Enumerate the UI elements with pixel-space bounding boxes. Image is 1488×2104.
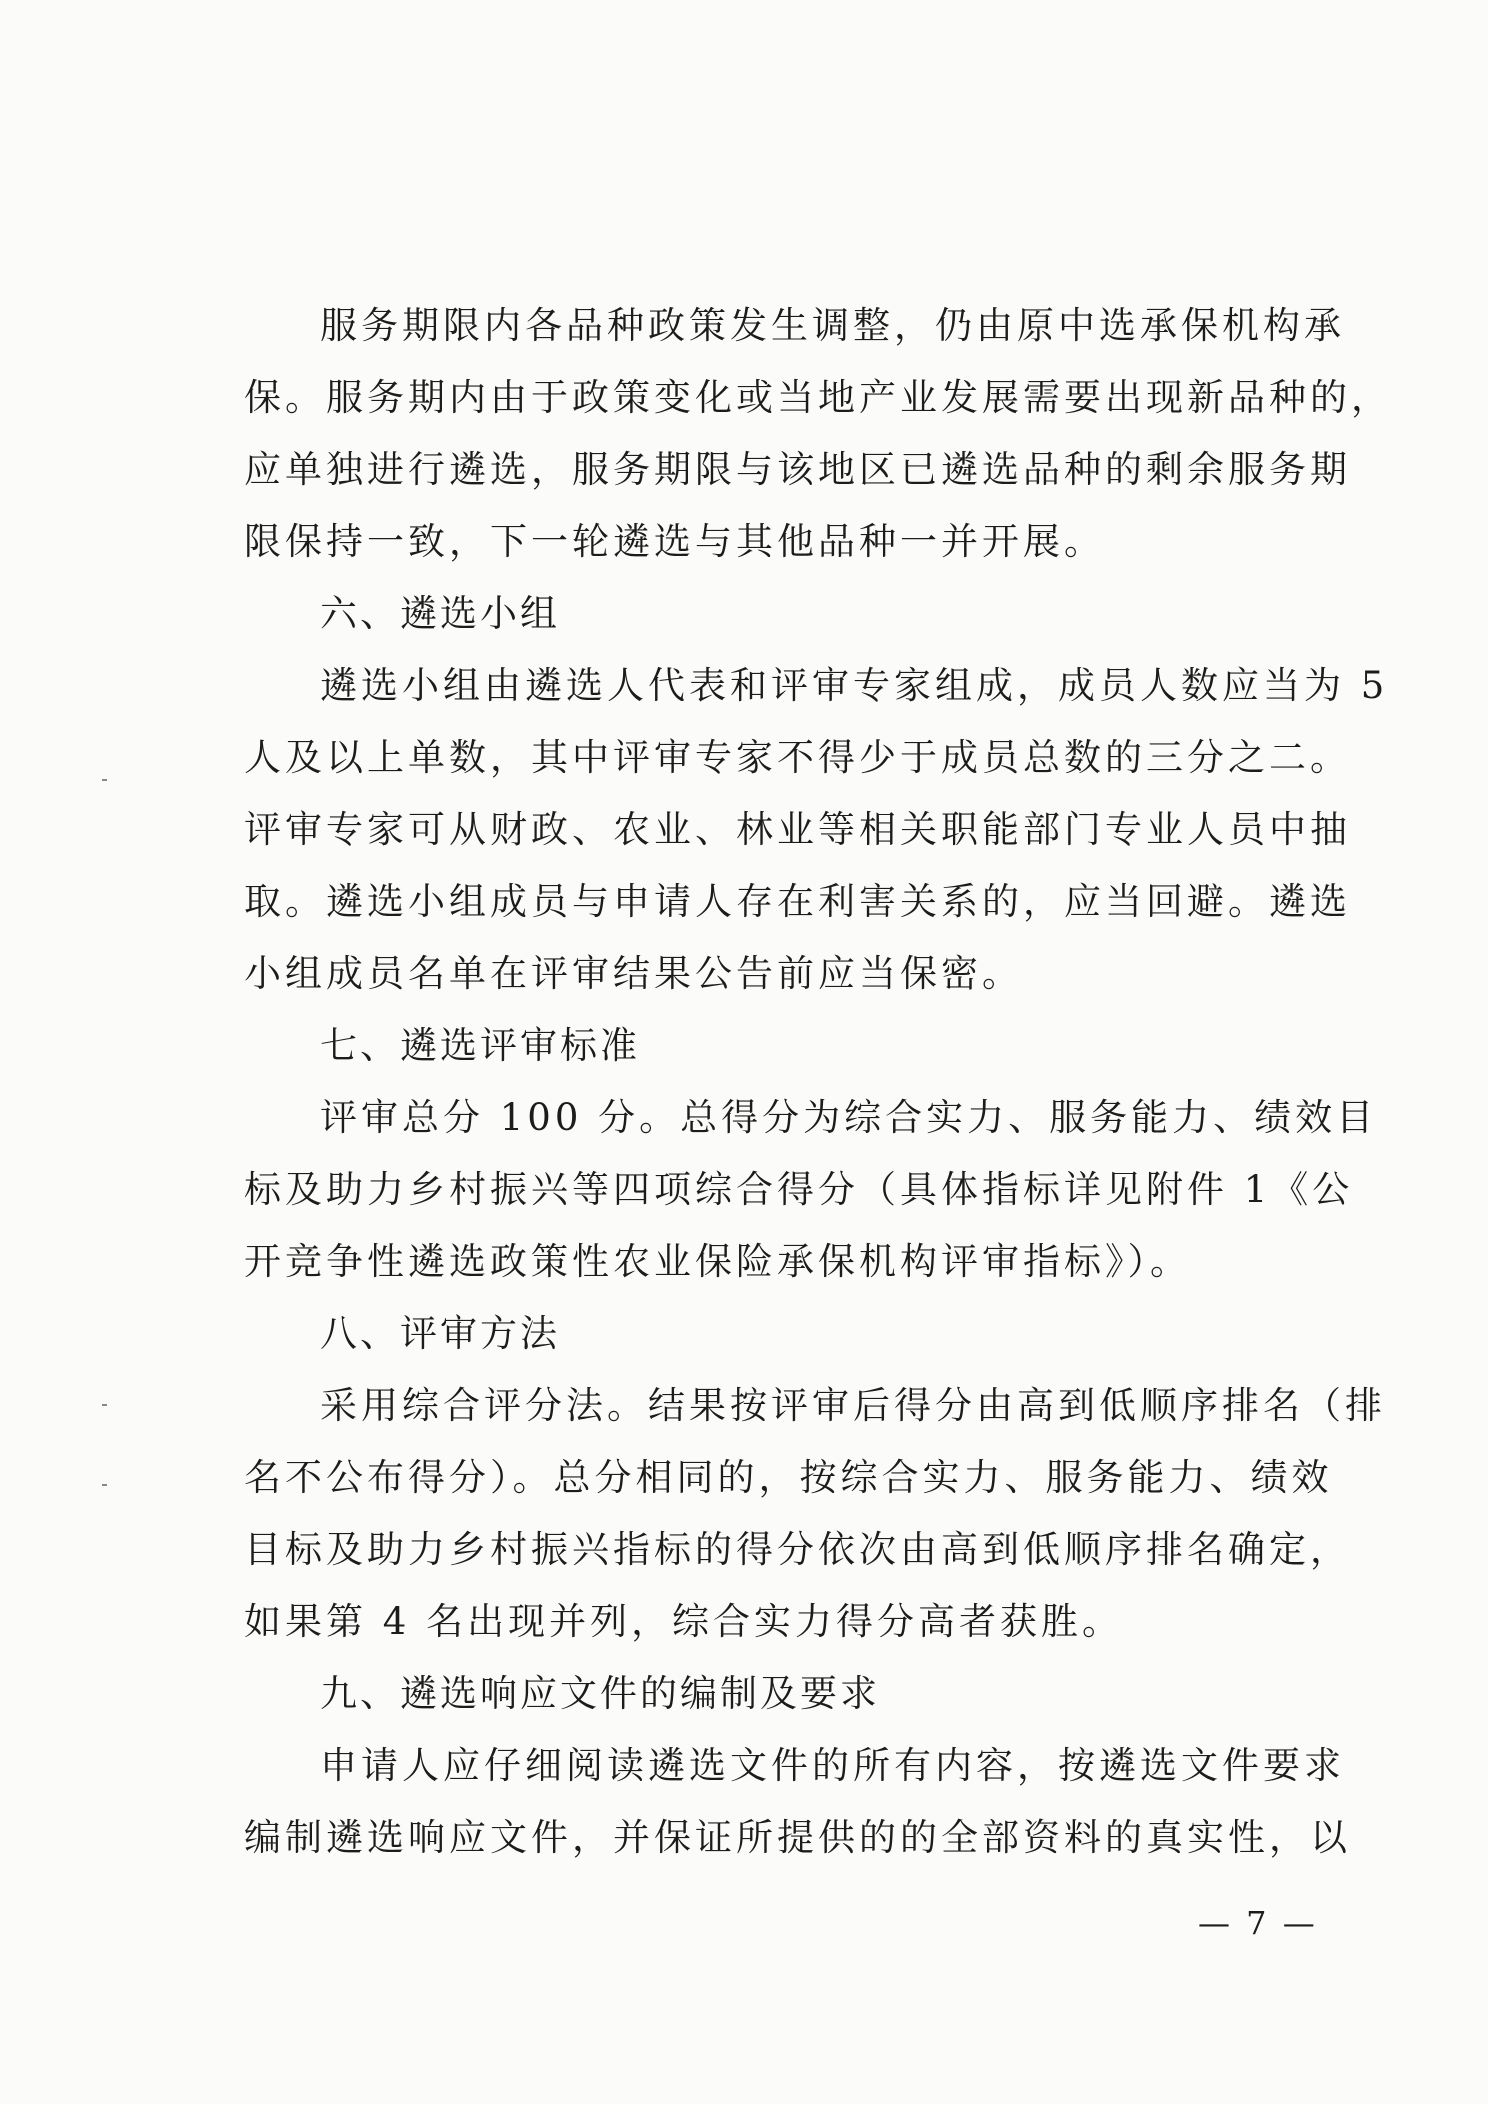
section-heading: 八、评审方法 bbox=[320, 1312, 560, 1355]
paragraph-line: 如果第 4 名出现并列，综合实力得分高者获胜。 bbox=[244, 1600, 1124, 1643]
scan-mark bbox=[102, 1404, 107, 1406]
paragraph-line: 人及以上单数，其中评审专家不得少于成员总数的三分之二。 bbox=[244, 736, 1351, 779]
paragraph-line: 名不公布得分）。总分相同的，按综合实力、服务能力、绩效 bbox=[244, 1456, 1333, 1499]
paragraph-line: 遴选小组由遴选人代表和评审专家组成，成员人数应当为 5 bbox=[320, 664, 1389, 707]
paragraph-line: 标及助力乡村振兴等四项综合得分（具体指标详见附件 1《公 bbox=[244, 1168, 1354, 1211]
paragraph-line: 评审专家可从财政、农业、林业等相关职能部门专业人员中抽 bbox=[244, 808, 1351, 851]
scan-mark bbox=[102, 1484, 107, 1486]
paragraph-line: 小组成员名单在评审结果公告前应当保密。 bbox=[244, 952, 1023, 995]
paragraph-line: 评审总分 100 分。总得分为综合实力、服务能力、绩效目 bbox=[320, 1096, 1378, 1139]
paragraph-line: 服务期限内各品种政策发生调整，仍由原中选承保机构承 bbox=[320, 304, 1345, 347]
paragraph-line: 编制遴选响应文件，并保证所提供的的全部资料的真实性，以 bbox=[244, 1816, 1351, 1859]
paragraph-line: 申请人应仔细阅读遴选文件的所有内容，按遴选文件要求 bbox=[320, 1744, 1345, 1787]
section-heading: 七、遴选评审标准 bbox=[320, 1024, 640, 1067]
scan-mark bbox=[102, 779, 107, 781]
paragraph-line: 保。服务期内由于政策变化或当地产业发展需要出现新品种的， bbox=[244, 376, 1392, 419]
paragraph-line: 采用综合评分法。结果按评审后得分由高到低顺序排名（排 bbox=[320, 1384, 1386, 1427]
section-heading: 九、遴选响应文件的编制及要求 bbox=[320, 1672, 880, 1715]
section-heading: 六、遴选小组 bbox=[320, 592, 560, 635]
paragraph-line: 应单独进行遴选，服务期限与该地区已遴选品种的剩余服务期 bbox=[244, 448, 1351, 491]
paragraph-line: 开竞争性遴选政策性农业保险承保机构评审指标》）。 bbox=[244, 1240, 1191, 1283]
paragraph-line: 取。遴选小组成员与申请人存在利害关系的，应当回避。遴选 bbox=[244, 880, 1351, 923]
page-number: — 7 — bbox=[1198, 1904, 1318, 1942]
paragraph-line: 限保持一致，下一轮遴选与其他品种一并开展。 bbox=[244, 520, 1105, 563]
paragraph-line: 目标及助力乡村振兴指标的得分依次由高到低顺序排名确定， bbox=[244, 1528, 1351, 1571]
